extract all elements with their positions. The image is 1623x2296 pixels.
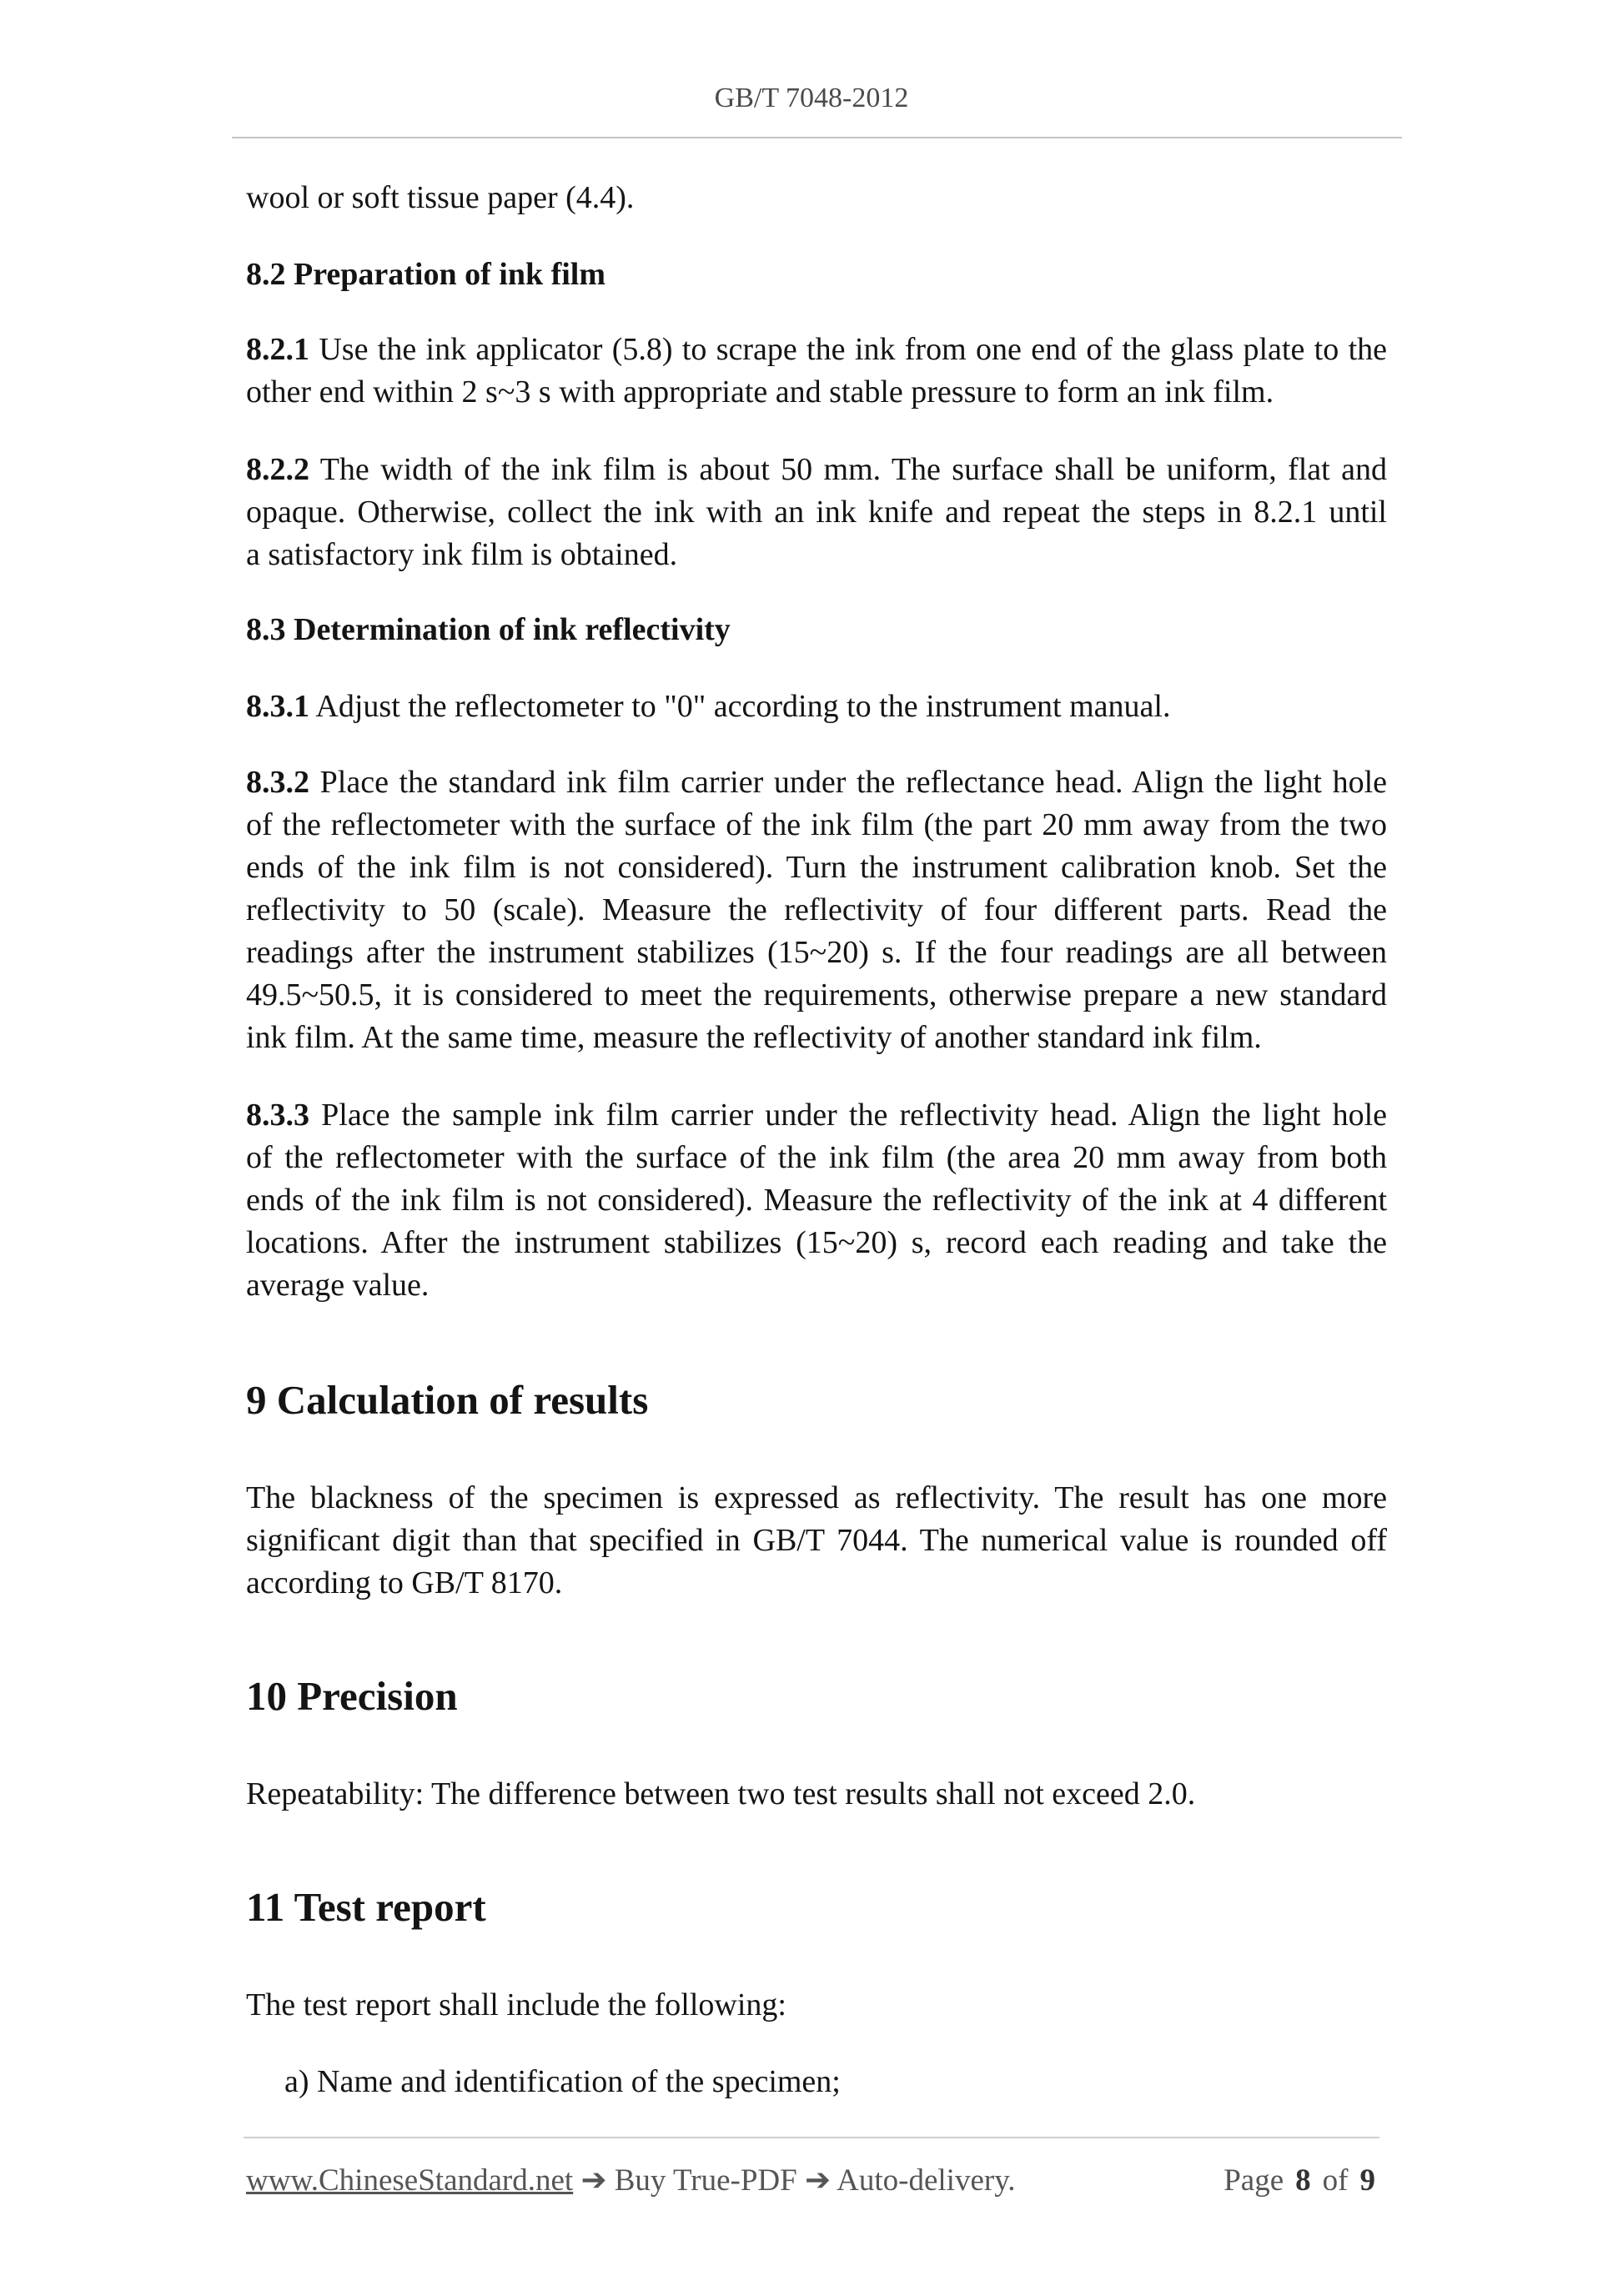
paragraph-line [246, 1094, 1387, 1137]
footer-promo [246, 2160, 1016, 2202]
clause-number: 8.2.2 [246, 452, 309, 487]
page-indicator [1224, 2160, 1375, 2202]
heading-10: 10 Precision [246, 1673, 458, 1719]
intro-paragraph [246, 177, 1387, 219]
document-id-header: GB/T 7048-2012 [714, 83, 909, 113]
of-label: of [1322, 2163, 1349, 2198]
page-total: 9 [1359, 2163, 1375, 2198]
paragraph-line: average value. [246, 1268, 430, 1303]
paragraph-11 [246, 1984, 1387, 2027]
paragraph-line: reflectivity to 50 (scale). Measure the reflectivity of four different parts. Read the [246, 892, 1387, 927]
paragraph-8-3-3 [246, 1094, 1387, 1307]
paragraph-10 [246, 1773, 1387, 1816]
paragraph-line: of the reflectometer with the surface of the ink film (the part 20 mm away from the two [246, 807, 1387, 842]
paragraph-line: 49.5~50.5, it is considered to meet the requirements, otherwise prepare a new standard [246, 977, 1387, 1012]
paragraph-8-3-1 [246, 686, 1387, 728]
footer-rule [244, 2137, 1379, 2138]
footer-tagline: ➔ Buy True-PDF ➔ Auto-delivery. [573, 2163, 1016, 2198]
clause-number: 8.3.1 [246, 689, 309, 724]
paragraph-line: readings after the instrument stabilizes (15~20) s. If the four readings are all between [246, 935, 1387, 970]
page-label: Page [1224, 2163, 1284, 2198]
line-text: Adjust the reflectometer to "0" according to the instrument manual. [315, 689, 1171, 724]
line-text: Use the ink applicator (5.8) to scrape the ink from one end of the glass plate to the [319, 332, 1387, 367]
line-text: Place the standard ink film carrier under the reflectance head. Align the light hole [319, 765, 1388, 800]
paragraph-line: ends of the ink film is not considered). Turn the instrument calibration knob. Set the [246, 850, 1387, 885]
header-rule [232, 137, 1402, 138]
heading-9: 9 Calculation of results [246, 1377, 649, 1423]
paragraph-line: other end within 2 s~3 s with appropriate and stable pressure to form an ink film. [246, 374, 1274, 409]
paragraph-line: locations. After the instrument stabilizes (15~20) s, record each reading and take the [246, 1225, 1387, 1260]
paragraph-line: ink film. At the same time, measure the reflectivity of another standard ink film. [246, 1020, 1262, 1055]
paragraph-line: according to GB/T 8170. [246, 1565, 563, 1600]
paragraph-line [246, 449, 1387, 491]
heading-8-2: 8.2 Preparation of ink film [246, 257, 606, 292]
paragraph-line [246, 329, 1387, 371]
paragraph-line: of the reflectometer with the surface of the ink film (the area 20 mm away from both [246, 1140, 1387, 1175]
paragraph-9 [246, 1477, 1387, 1605]
line-text: Place the sample ink film carrier under the reflectivity head. Align the light hole [321, 1098, 1388, 1133]
paragraph-line: The test report shall include the following: [246, 1987, 786, 2022]
paragraph-line: a satisfactory ink film is obtained. [246, 537, 678, 572]
line-text: The width of the ink film is about 50 mm. The surface shall be uniform, flat and [319, 452, 1387, 487]
paragraph-line: opaque. Otherwise, collect the ink with an ink knife and repeat the steps in 8.2.1 until [246, 495, 1387, 530]
clause-number: 8.3.3 [246, 1098, 309, 1133]
paragraph-8-3-2 [246, 761, 1387, 1059]
paragraph-line [246, 686, 1387, 728]
paragraph-line: ends of the ink film is not considered). Measure the reflectivity of the ink at 4 different [246, 1183, 1387, 1218]
paragraph-line: Repeatability: The difference between two test results shall not exceed 2.0. [246, 1776, 1196, 1811]
list-item [284, 2061, 1387, 2103]
paragraph-line: significant digit than that specified in GB/T 7044. The numerical value is rounded off [246, 1523, 1387, 1558]
paragraph-8-2-1 [246, 329, 1387, 414]
paragraph-line [246, 761, 1387, 804]
paragraph-8-2-2 [246, 449, 1387, 576]
website-link[interactable]: www.ChineseStandard.net [246, 2163, 574, 2198]
page-number: 8 [1295, 2163, 1311, 2198]
heading-8-3: 8.3 Determination of ink reflectivity [246, 612, 731, 647]
clause-number: 8.2.1 [246, 332, 309, 367]
paragraph-line: wool or soft tissue paper (4.4). [246, 180, 635, 215]
list-item-text: a) Name and identification of the specimen; [284, 2064, 841, 2099]
heading-11: 11 Test report [246, 1884, 486, 1930]
clause-number: 8.3.2 [246, 765, 309, 800]
paragraph-line: The blackness of the specimen is expressed as reflectivity. The result has one more [246, 1480, 1387, 1515]
